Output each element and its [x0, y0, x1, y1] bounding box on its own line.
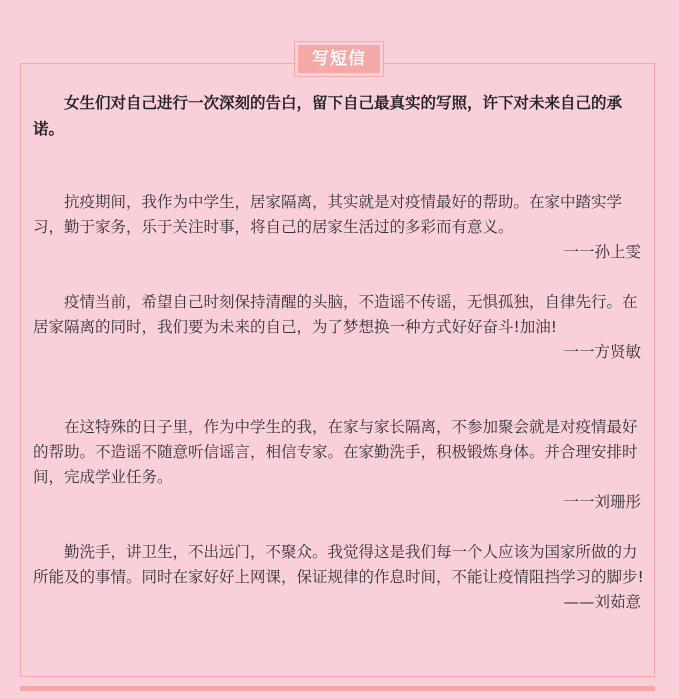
section-title: 写短信: [298, 45, 380, 73]
letter-author: 一一方贤敏: [563, 343, 641, 361]
letter-author: 一一孙上雯: [563, 243, 641, 261]
intro-text: 女生们对自己进行一次深刻的告白，留下自己最真实的写照，许下对未来自己的承诺。: [33, 94, 623, 138]
letter-entry: [33, 415, 645, 515]
letter-entry: [33, 290, 645, 365]
footer-divider: [20, 686, 655, 691]
letter-entry: [33, 190, 645, 265]
letter-entry: [33, 540, 645, 615]
section-title-badge: [294, 41, 384, 77]
letter-text: 疫情当前，希望自己时刻保持清醒的头脑，不造谣不传谣，无惧孤独，自律先行。在居家隔离的同时，我们要为未来的自己，为了梦想换一种方式好好奋斗!加油!: [33, 293, 638, 336]
letter-author: 一一刘珊彤: [563, 493, 641, 511]
letter-author: ——刘茹意: [563, 593, 641, 611]
letter-text: 在这特殊的日子里，作为中学生的我，在家与家长隔离，不参加聚会就是对疫情最好的帮助。不造谣不随意听信谣言，相信专家。在家勤洗手，积极锻炼身体。并合理安排时间，完成学业任务。: [33, 418, 638, 486]
letter-text: 勤洗手，讲卫生，不出远门，不聚众。我觉得这是我们每一个人应该为国家所做的力所能及的事情。同时在家好好上网课，保证规律的作息时间，不能让疫情阻挡学习的脚步!: [33, 543, 644, 586]
letter-text: 抗疫期间，我作为中学生，居家隔离，其实就是对疫情最好的帮助。在家中踏实学习，勤于家务，乐于关注时事，将自己的居家生活过的多彩而有意义。: [33, 193, 623, 236]
